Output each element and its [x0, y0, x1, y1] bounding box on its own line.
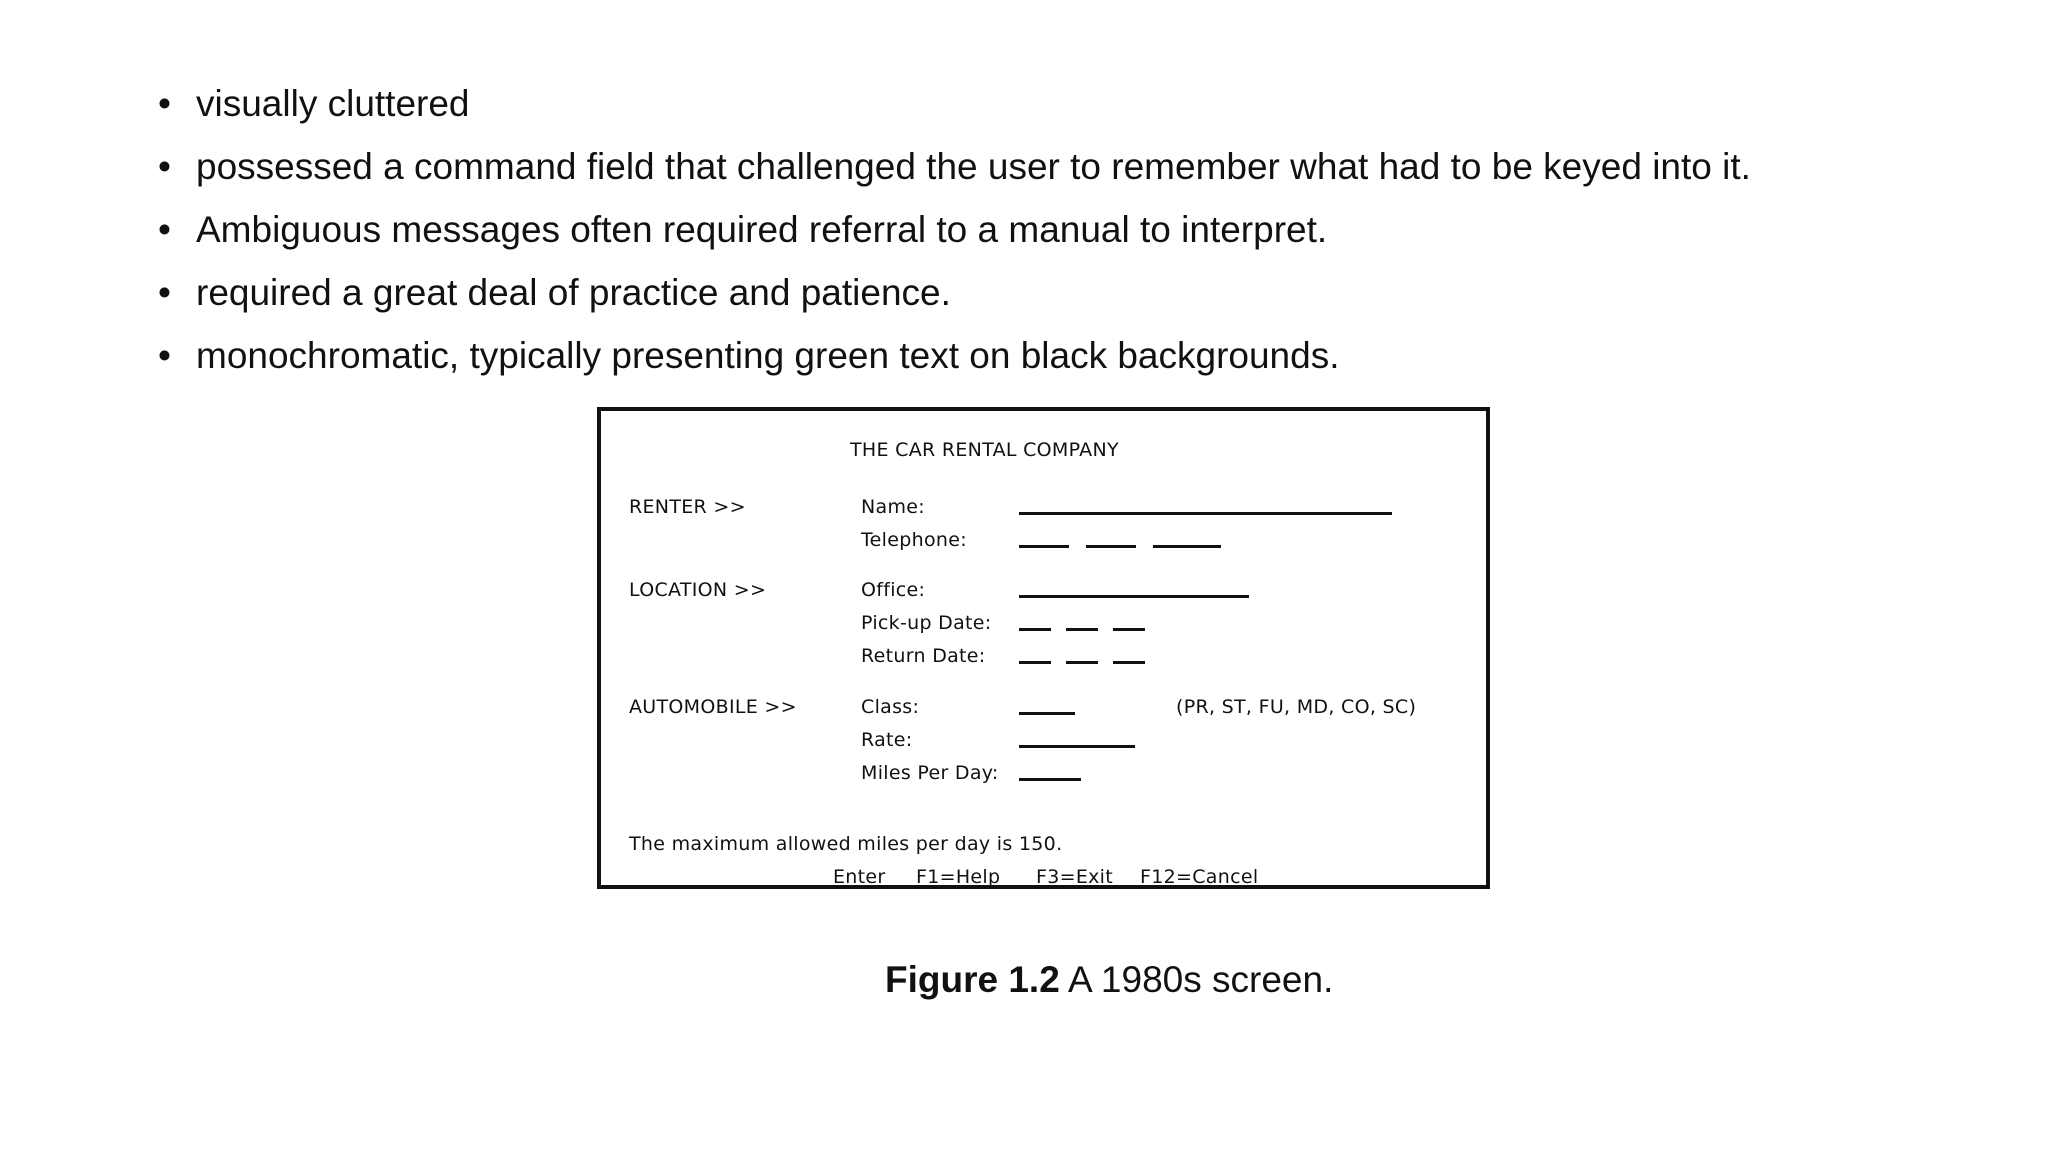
- class-options-hint: (PR, ST, FU, MD, CO, SC): [1176, 696, 1417, 718]
- name-field[interactable]: [1019, 512, 1392, 515]
- return-year-field[interactable]: [1113, 661, 1145, 664]
- key-enter[interactable]: Enter: [833, 866, 886, 888]
- return-month-field[interactable]: [1019, 661, 1051, 664]
- label-telephone: Telephone:: [861, 529, 967, 551]
- terminal-screen-figure: [597, 407, 1490, 889]
- key-f12-cancel[interactable]: F12=Cancel: [1140, 866, 1259, 888]
- telephone-area-field[interactable]: [1019, 545, 1069, 548]
- bullet-item: • required a great deal of practice and patience.: [158, 261, 1751, 324]
- caption-text: A 1980s screen.: [1059, 959, 1334, 1000]
- section-renter: RENTER >>: [629, 496, 746, 518]
- label-class: Class:: [861, 696, 920, 718]
- status-message: The maximum allowed miles per day is 150.: [629, 833, 1063, 855]
- caption-label: Figure 1.2: [885, 959, 1060, 1000]
- label-pickup-date: Pick-up Date:: [861, 612, 992, 634]
- rate-field[interactable]: [1019, 745, 1135, 748]
- pickup-year-field[interactable]: [1113, 628, 1145, 631]
- miles-per-day-field[interactable]: [1019, 778, 1081, 781]
- key-f3-exit[interactable]: F3=Exit: [1036, 866, 1114, 888]
- label-office: Office:: [861, 579, 926, 601]
- label-return-date: Return Date:: [861, 645, 986, 667]
- section-location: LOCATION >>: [629, 579, 767, 601]
- class-field[interactable]: [1019, 712, 1075, 715]
- pickup-day-field[interactable]: [1066, 628, 1098, 631]
- return-day-field[interactable]: [1066, 661, 1098, 664]
- telephone-prefix-field[interactable]: [1086, 545, 1136, 548]
- screen-title: THE CAR RENTAL COMPANY: [850, 439, 1119, 461]
- bullet-item: • possessed a command field that challenged the user to remember what had to be keyed into it.: [158, 135, 1751, 198]
- pickup-month-field[interactable]: [1019, 628, 1051, 631]
- telephone-number-field[interactable]: [1153, 545, 1221, 548]
- office-field[interactable]: [1019, 595, 1249, 598]
- label-name: Name:: [861, 496, 925, 518]
- bullet-list: [158, 72, 1751, 387]
- bullet-item: • monochromatic, typically presenting green text on black backgrounds.: [158, 324, 1751, 387]
- key-f1-help[interactable]: F1=Help: [916, 866, 1001, 888]
- bullet-item: • visually cluttered: [158, 72, 1751, 135]
- section-automobile: AUTOMOBILE >>: [629, 696, 797, 718]
- label-rate: Rate:: [861, 729, 913, 751]
- bullet-item: • Ambiguous messages often required referral to a manual to interpret.: [158, 198, 1751, 261]
- label-miles-per-day: Miles Per Day:: [861, 762, 999, 784]
